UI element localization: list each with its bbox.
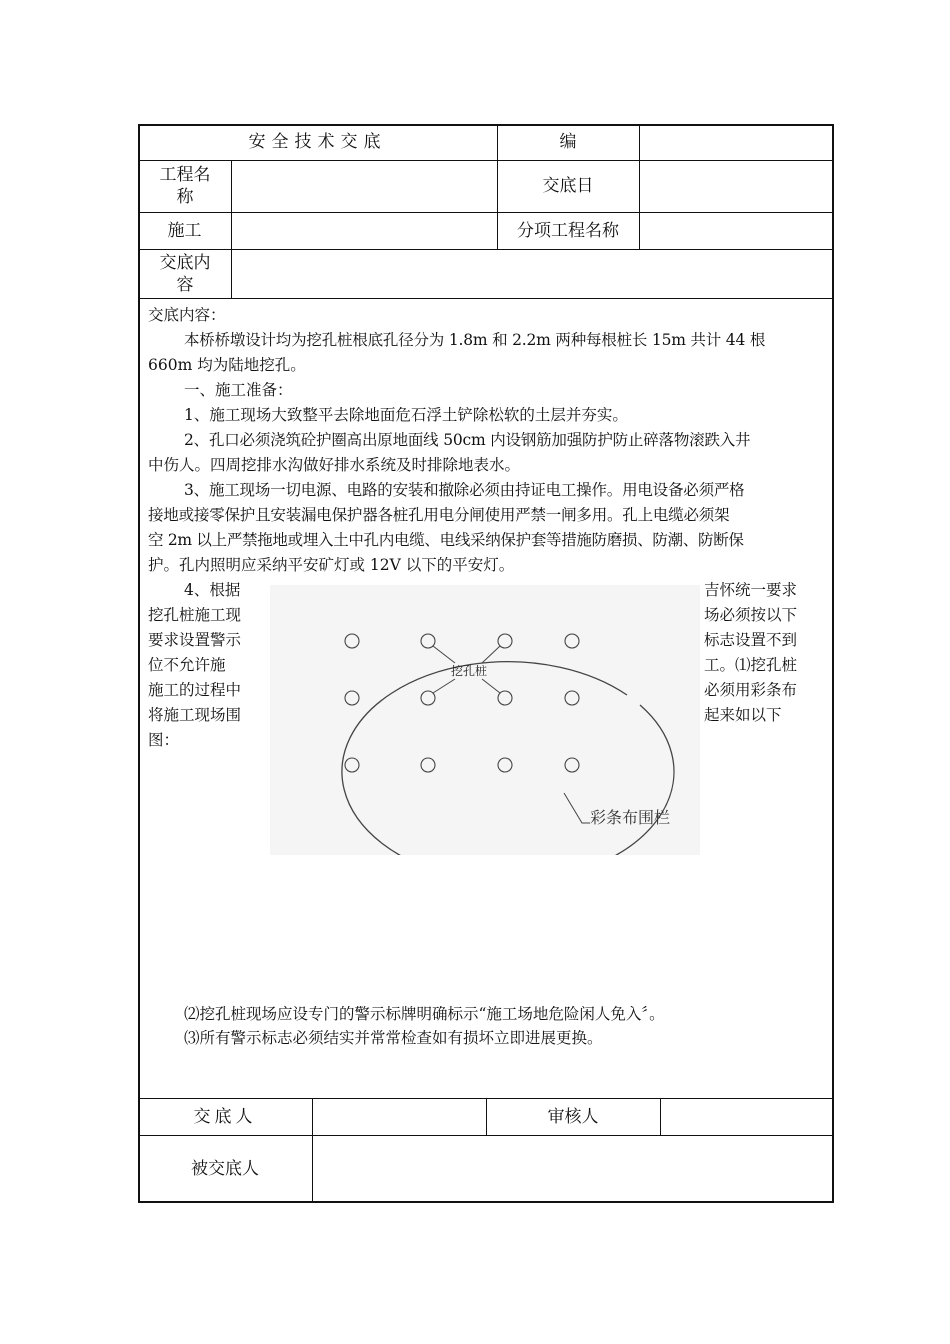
leader-line xyxy=(433,679,455,693)
fence-label: 彩条布围栏 xyxy=(590,808,671,827)
item-3-line-4: 护。孔内照明应采纳平安矿灯或 12V 以下的平安灯。 xyxy=(148,556,515,574)
reviewer-value xyxy=(660,1098,834,1135)
item-4-left-line: 施工的过程中 xyxy=(148,681,242,699)
item-4-left-line: 将施工现场围 xyxy=(148,706,242,724)
item-4-right-line: 工。⑴挖孔桩 xyxy=(704,656,798,674)
construction-value xyxy=(231,212,497,249)
item-4-right-line: 场必须按以下 xyxy=(704,606,798,624)
pile-hole xyxy=(565,691,579,705)
pile-hole xyxy=(345,691,359,705)
item-4-left-line: 挖孔桩施工现 xyxy=(148,606,242,624)
row-divider xyxy=(138,249,834,250)
leader-line xyxy=(482,646,500,663)
pile-hole xyxy=(345,634,359,648)
code-label: 编 xyxy=(559,132,577,152)
item-3-line-3: 空 2m 以上严禁拖地或埋入土中孔内电缆、电线采纳保护套等措施防磨损、防潮、防断保 xyxy=(148,531,744,549)
intro-line-1: 本桥桥墩设计均为挖孔桩根底孔径分为 1.8m 和 2.2m 两种每根桩长 15m 共计 44 根 xyxy=(184,331,766,349)
pile-hole xyxy=(498,691,512,705)
project-name-value xyxy=(231,160,497,212)
pile-hole xyxy=(498,634,512,648)
item-4-right-line: 必须用彩条布 xyxy=(704,681,798,699)
form-title: 安全技术交底 xyxy=(248,132,387,152)
reviewer-label: 审核人 xyxy=(547,1106,599,1127)
receiver-label: 被交底人 xyxy=(191,1159,259,1179)
pile-hole xyxy=(421,691,435,705)
section-heading-1: 一、施工准备： xyxy=(184,381,293,399)
pile-hole xyxy=(498,758,512,772)
content-label: 交底内容 xyxy=(159,252,211,295)
item-4-right-line: 吉怀统一要求 xyxy=(704,581,798,599)
subitem-label: 分项工程名称 xyxy=(517,220,619,241)
pile-layout-diagram xyxy=(270,585,700,855)
intro-line-2: 660m 均为陆地挖孔。 xyxy=(148,356,306,374)
pile-label: 挖孔桩 xyxy=(450,664,488,678)
leader-line xyxy=(482,679,500,693)
pile-hole xyxy=(565,758,579,772)
date-label: 交底日 xyxy=(542,176,594,196)
pile-hole xyxy=(565,634,579,648)
note-3: ⑶所有警示标志必须结实并常常检查如有损坏立即进展更换。 xyxy=(184,1029,603,1047)
date-value xyxy=(639,160,834,212)
item-2-line-2: 中伤人。四周挖排水沟做好排水系统及时排除地表水。 xyxy=(148,456,521,474)
construction-label: 施工 xyxy=(167,220,202,241)
receiver-value xyxy=(312,1135,834,1203)
pile-hole xyxy=(345,758,359,772)
note-2: ⑵挖孔桩现场应设专门的警示标牌明确标示“施工场地危险闲人免入〞。 xyxy=(184,1005,665,1023)
code-value xyxy=(639,124,834,160)
pile-hole xyxy=(421,758,435,772)
item-4-right-line: 标志设置不到 xyxy=(704,631,798,649)
item-2-line-1: 2、孔口必须浇筑砼护圈高出原地面线 50cm 内设钢筋加强防护防止碎落物滚跌入井 xyxy=(184,431,751,449)
subitem-value xyxy=(639,212,834,249)
item-4-right-line: 起来如以下 xyxy=(704,706,782,724)
discloser-value xyxy=(312,1098,486,1135)
row-divider xyxy=(138,298,834,299)
pile-layout-figure xyxy=(270,585,700,855)
project-name-label: 工程名称 xyxy=(159,165,211,207)
item-4-left-line: 图： xyxy=(148,731,180,749)
item-4-left-line: 要求设置警示 xyxy=(148,631,242,649)
content-heading: 交底内容： xyxy=(148,306,226,324)
item-3-line-2: 接地或接零保护且安装漏电保护器各桩孔用电分闸使用严禁一闸多用。孔上电缆必须架 xyxy=(148,506,730,524)
leader-line xyxy=(433,646,455,663)
item-1: 1、施工现场大致整平去除地面危石浮土铲除松软的土层并夯实。 xyxy=(184,406,628,424)
pile-hole xyxy=(421,634,435,648)
fence-leader-line xyxy=(564,793,590,823)
item-4-left-line: 位不允许施 xyxy=(148,656,226,674)
discloser-label: 交底人 xyxy=(193,1106,257,1127)
item-3-line-1: 3、施工现场一切电源、电路的安装和撤除必须由持证电工操作。用电设备必须严格 xyxy=(184,481,745,499)
item-4-left-line: 4、根据 xyxy=(184,581,241,599)
